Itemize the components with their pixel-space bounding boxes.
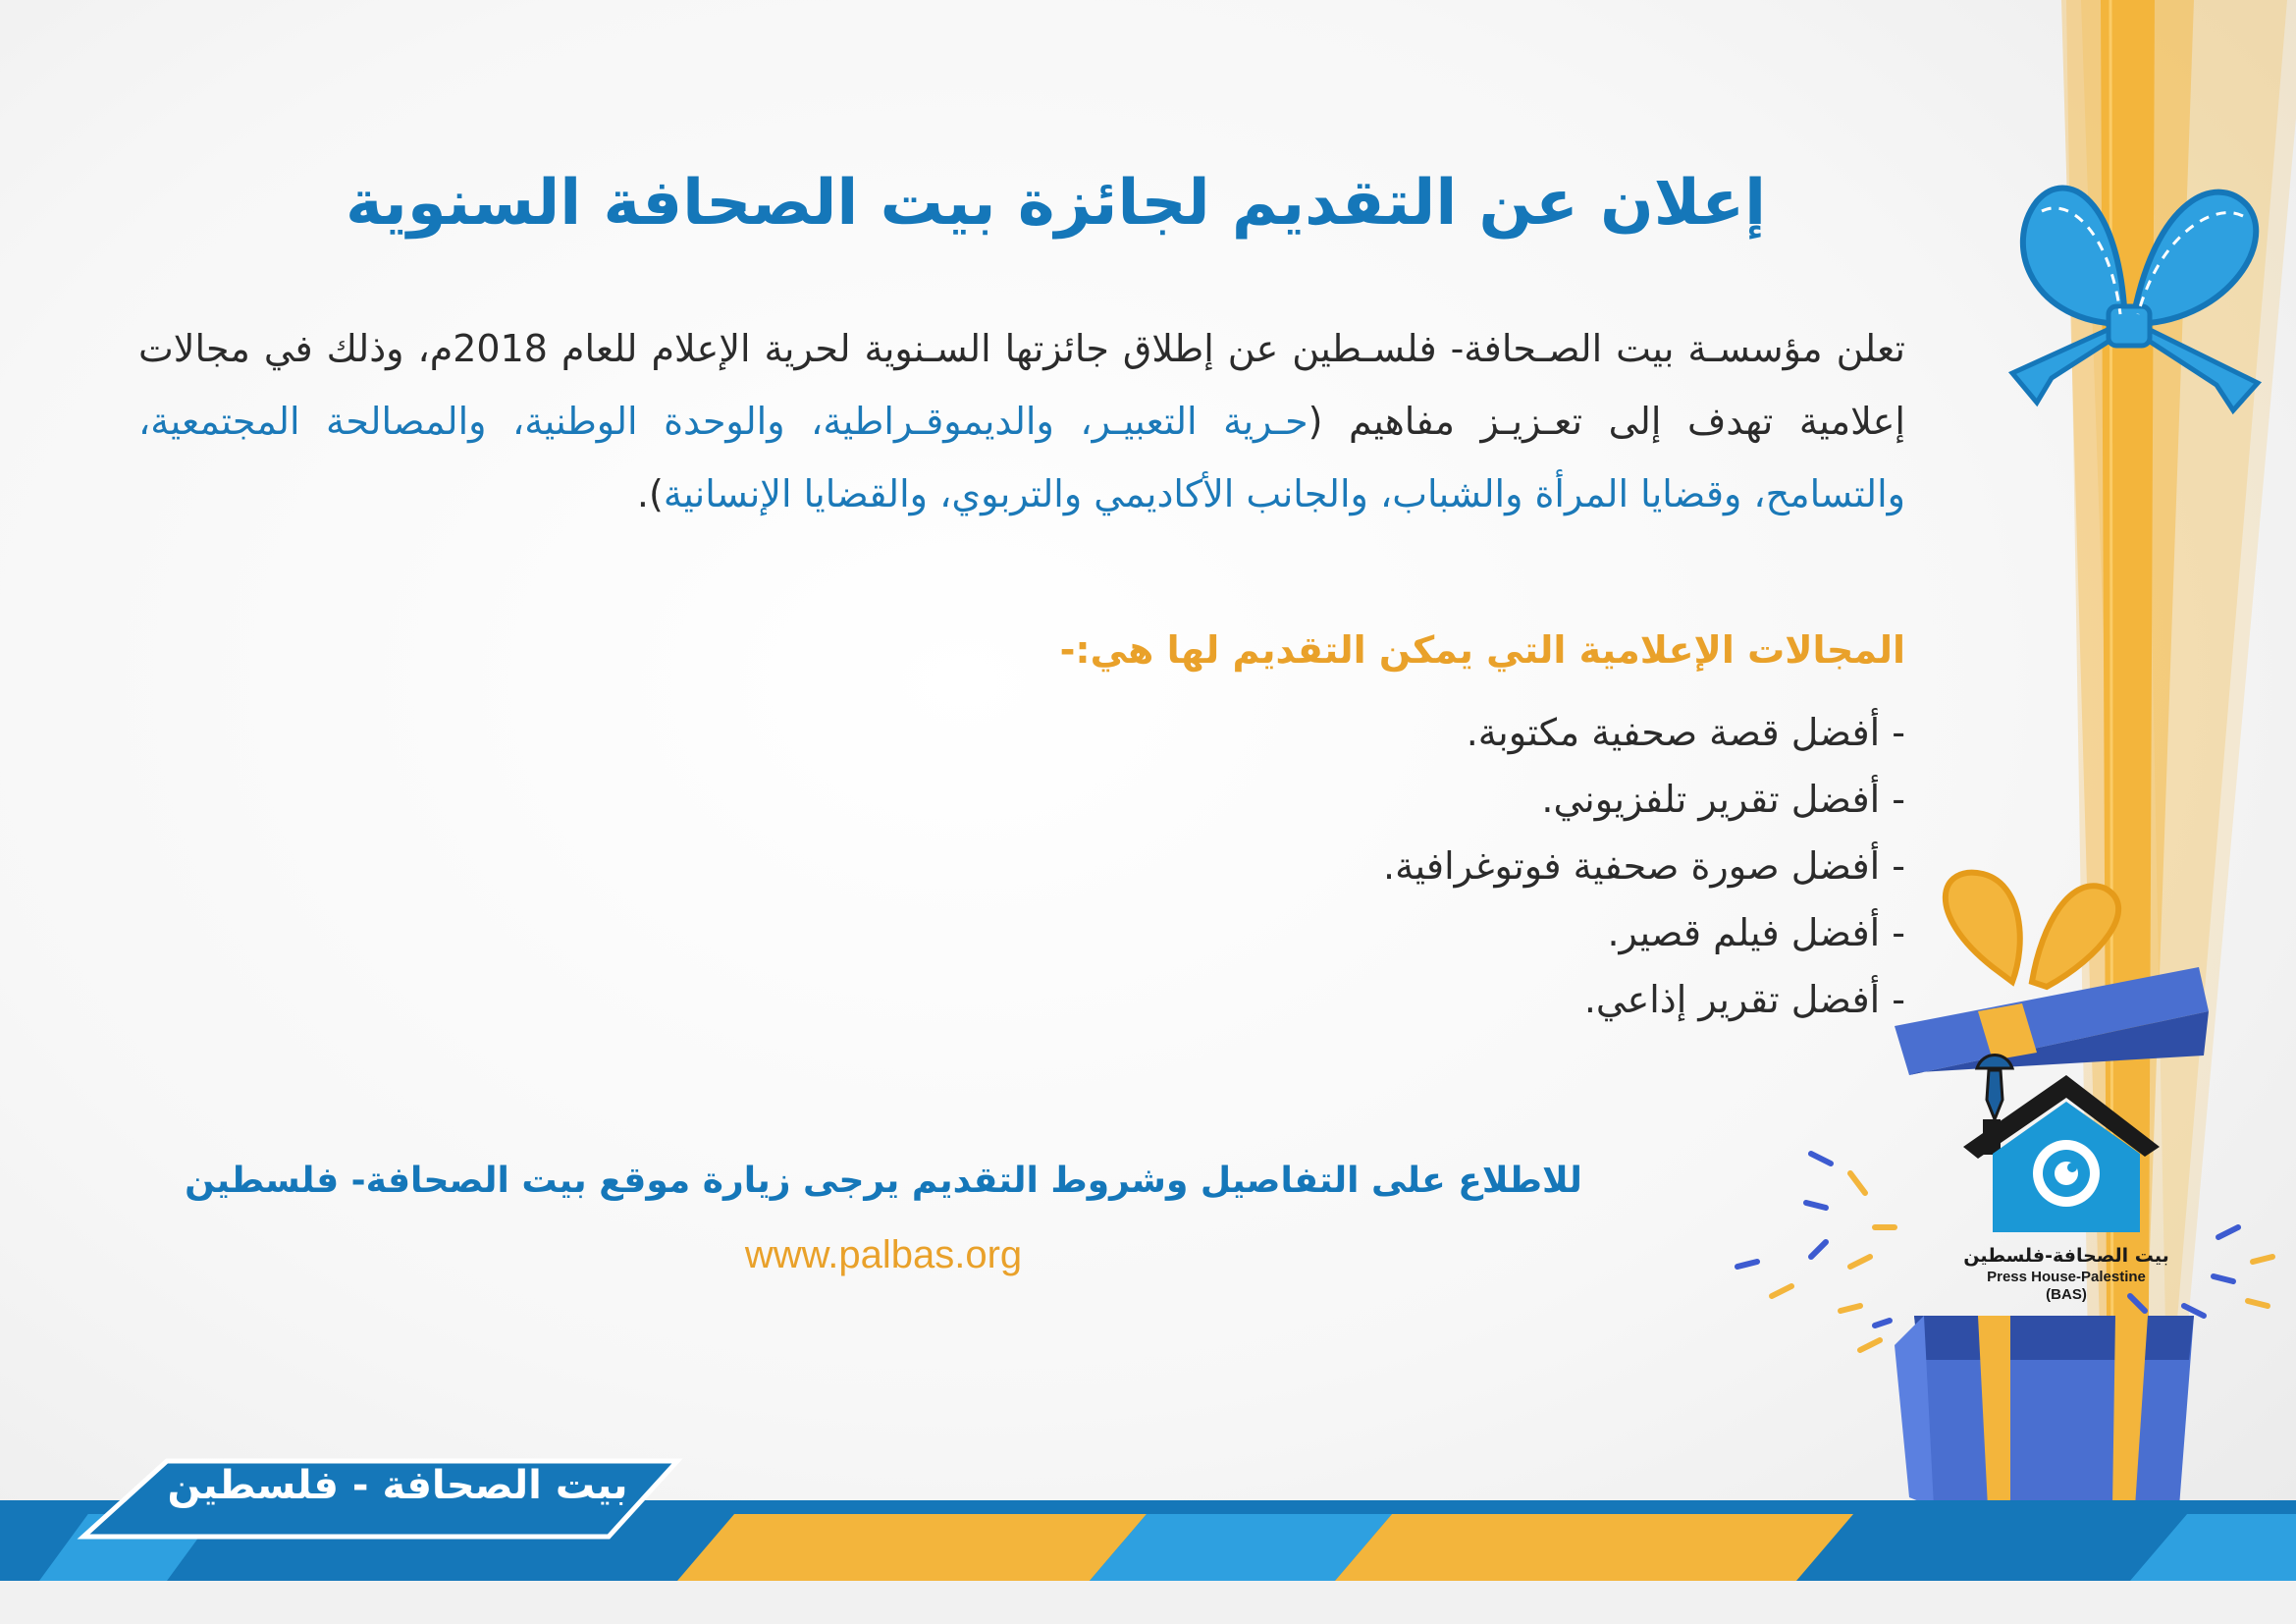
logo-name-en: Press House-Palestine	[1987, 1269, 2146, 1285]
list-item: - أفضل تقرير إذاعي.	[1583, 978, 1905, 1021]
visit-text: للاطلاع على التفاصيل وشروط التقديم يرجى زيارة موقع بيت الصحافة- فلسطين	[185, 1161, 1582, 1201]
intro-highlight: حـرية التعبيـر، والديموقـراطية، والوحدة الوطنية، والمصالحة المجتمعية، والتسامح، وقضايا المرأة والشباب، والجانب الأكاديمي والتربوي، والقضايا الإنسانية	[138, 400, 1905, 515]
intro-paragraph	[138, 312, 1905, 530]
fields-heading: المجالات الإعلامية التي يمكن التقديم لها هي:-	[1059, 628, 1905, 672]
logo-abbr: (BAS)	[2046, 1286, 2087, 1303]
list-item: - أفضل قصة صحفية مكتوبة.	[1466, 711, 1905, 754]
gift-box-icon	[1895, 1316, 2194, 1507]
list-item: - أفضل تقرير تلفزيوني.	[1541, 778, 1905, 821]
list-item: - أفضل فيلم قصير.	[1607, 911, 1905, 954]
list-item: - أفضل صورة صحفية فوتوغرافية.	[1383, 844, 1905, 888]
fields-list	[727, 699, 1905, 1033]
intro-text-end: ).	[636, 472, 664, 515]
intro-text: تعلن مؤسسـة بيت الصـحافة- فلسـطين عن إطلاق جائزتها السـنوية لحرية الإعلام للعام 2018م، وذلك في مجالات إعلامية تهدف إلى تعـزيـز مفاهيم (	[138, 327, 1905, 443]
page-title: إعلان عن التقديم لجائزة بيت الصحافة السنوية	[345, 167, 1766, 240]
pen-nib-icon	[1977, 1056, 2012, 1120]
brand-label: بيت الصحافة - فلسطين	[167, 1463, 628, 1508]
website-link[interactable]: www.palbas.org	[744, 1233, 1023, 1276]
logo-name-ar: بيت الصحافة-فلسطين	[1963, 1245, 2169, 1267]
